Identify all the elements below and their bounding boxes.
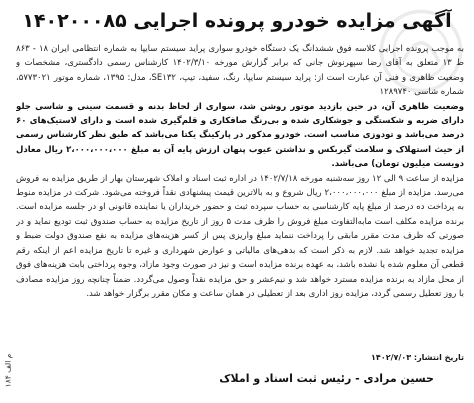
- notice-header: [0, 4, 474, 38]
- notice-paragraph-1: به موجب پرونده اجرایی کلاسه فوق ششدانگ یک دستگاه خودرو سواری پراید سیستم سایپا به شماره انتظامی ایران ۱۸ - ۸۶۳ ط ۱۳ متعلق به آقای رضا سپهرنوش جانی که برابر گزارش مورخه ۱۴۰۲/۳/۱۰ کارشناس رسمی دادگستری، مشخصات و وضعیت ظاهری و فنی آن عبارت است از: پراید سیستم سایپا، رنگ، سفید، تیپ، SE۱۳۲، مدل: ۱۳۹۵، شماره موتور ۵۷۷۳۰۲۱، شماره شاسی ۱۲۸۹۷۴۰: [16, 44, 464, 98]
- signature: حسین مرادی - رئیس ثبت اسناد و املاک: [219, 372, 434, 385]
- side-code-label: م الف ۱۸۴: [3, 353, 13, 387]
- notice-paragraph-2: وضعیت ظاهری آن، در حین بازدید موتور روشن شد، سواری از لحاظ بدنه و قسمت سینی و شاسی جلو دارای ضربه و شکستگی و جوشکاری شده و بی‌رنگ صافکاری و قلم‌گیری شده است و دارای لاستیک‌های ۶۰ درصد می‌باشد و تودوزی مناسب است. خودرو مذکور در پارکینگ یکتا می‌باشد که طبق نظر کارشناس رسمی از حیث استهلاک و سلامت گیربکس و نداشتن عیوب پنهان ارزش پایه آن به مبلغ ۲،۰۰۰،۰۰۰،۰۰۰ ریال معادل دویست میلیون تومان) می‌باشد.: [16, 101, 464, 170]
- notice-footer: [16, 350, 464, 398]
- notice-paragraph-3: مزایده از ساعت ۹ الی ۱۲ روز سه‌شنبه مورخه ۱۴۰۲/۷/۱۸ در اداره ثبت اسناد و املاک شهرستان بهار از طریق مزایده به فروش می‌رسد. مزایده از مبلغ ۲،۰۰۰،۰۰۰،۰۰۰ ریال شروع و به بالاترین قیمت پیشنهادی نقداً فروخته می‌شود. شرکت در مزایده منوط به پرداخت ده درصد از مبلغ پایه کارشناسی به حساب سپرده ثبت و حضور خریداران یا نماینده قانونی او در جلسه مزایده است. برنده مزایده مکلف است مابه‌التفاوت مبلغ فروش را ظرف مدت ۵ روز از تاریخ مزایده به حساب صندوق ثبت تودیع نماید و در صورتی که ظرف مدت مقرر مابقی را پرداخت ننماید مبلغ واریزی پس از کسر هزینه‌های مزایده به نفع صندوق دولت ضبط و مزایده تجدید خواهد شد. لازم به ذکر است که بدهی‌های مالیاتی و عوارض شهرداری و غیره تا تاریخ مزایده اعم از اینکه رقم قطعی آن معلوم شده یا نشده باشد، به عهده برنده مزایده است و نیز در صورت وجود مازاد، وجوه پرداختی بابت هزینه‌های فوق از محل مازاد به برنده مزایده مسترد خواهد شد و نیم‌عشر و حق مزایده نقداً وصول می‌گردد. ضمناً چنانچه روز مزایده مصادف با روز تعطیل رسمی گردد، مزایده روز اداری بعد از تعطیلی در همان ساعت و مکان مقرر برگزار خواهد شد.: [16, 173, 464, 299]
- notice-body: [16, 42, 464, 346]
- side-code: [2, 350, 14, 390]
- publish-date: تاریخ انتشار: ۱۴۰۲/۷/۰۳: [371, 353, 464, 362]
- notice-title: آگهی مزایده خودرو پرونده اجرایی ۱۴۰۲۰۰۰۸۵: [22, 10, 452, 32]
- notice-body-text: [16, 42, 464, 301]
